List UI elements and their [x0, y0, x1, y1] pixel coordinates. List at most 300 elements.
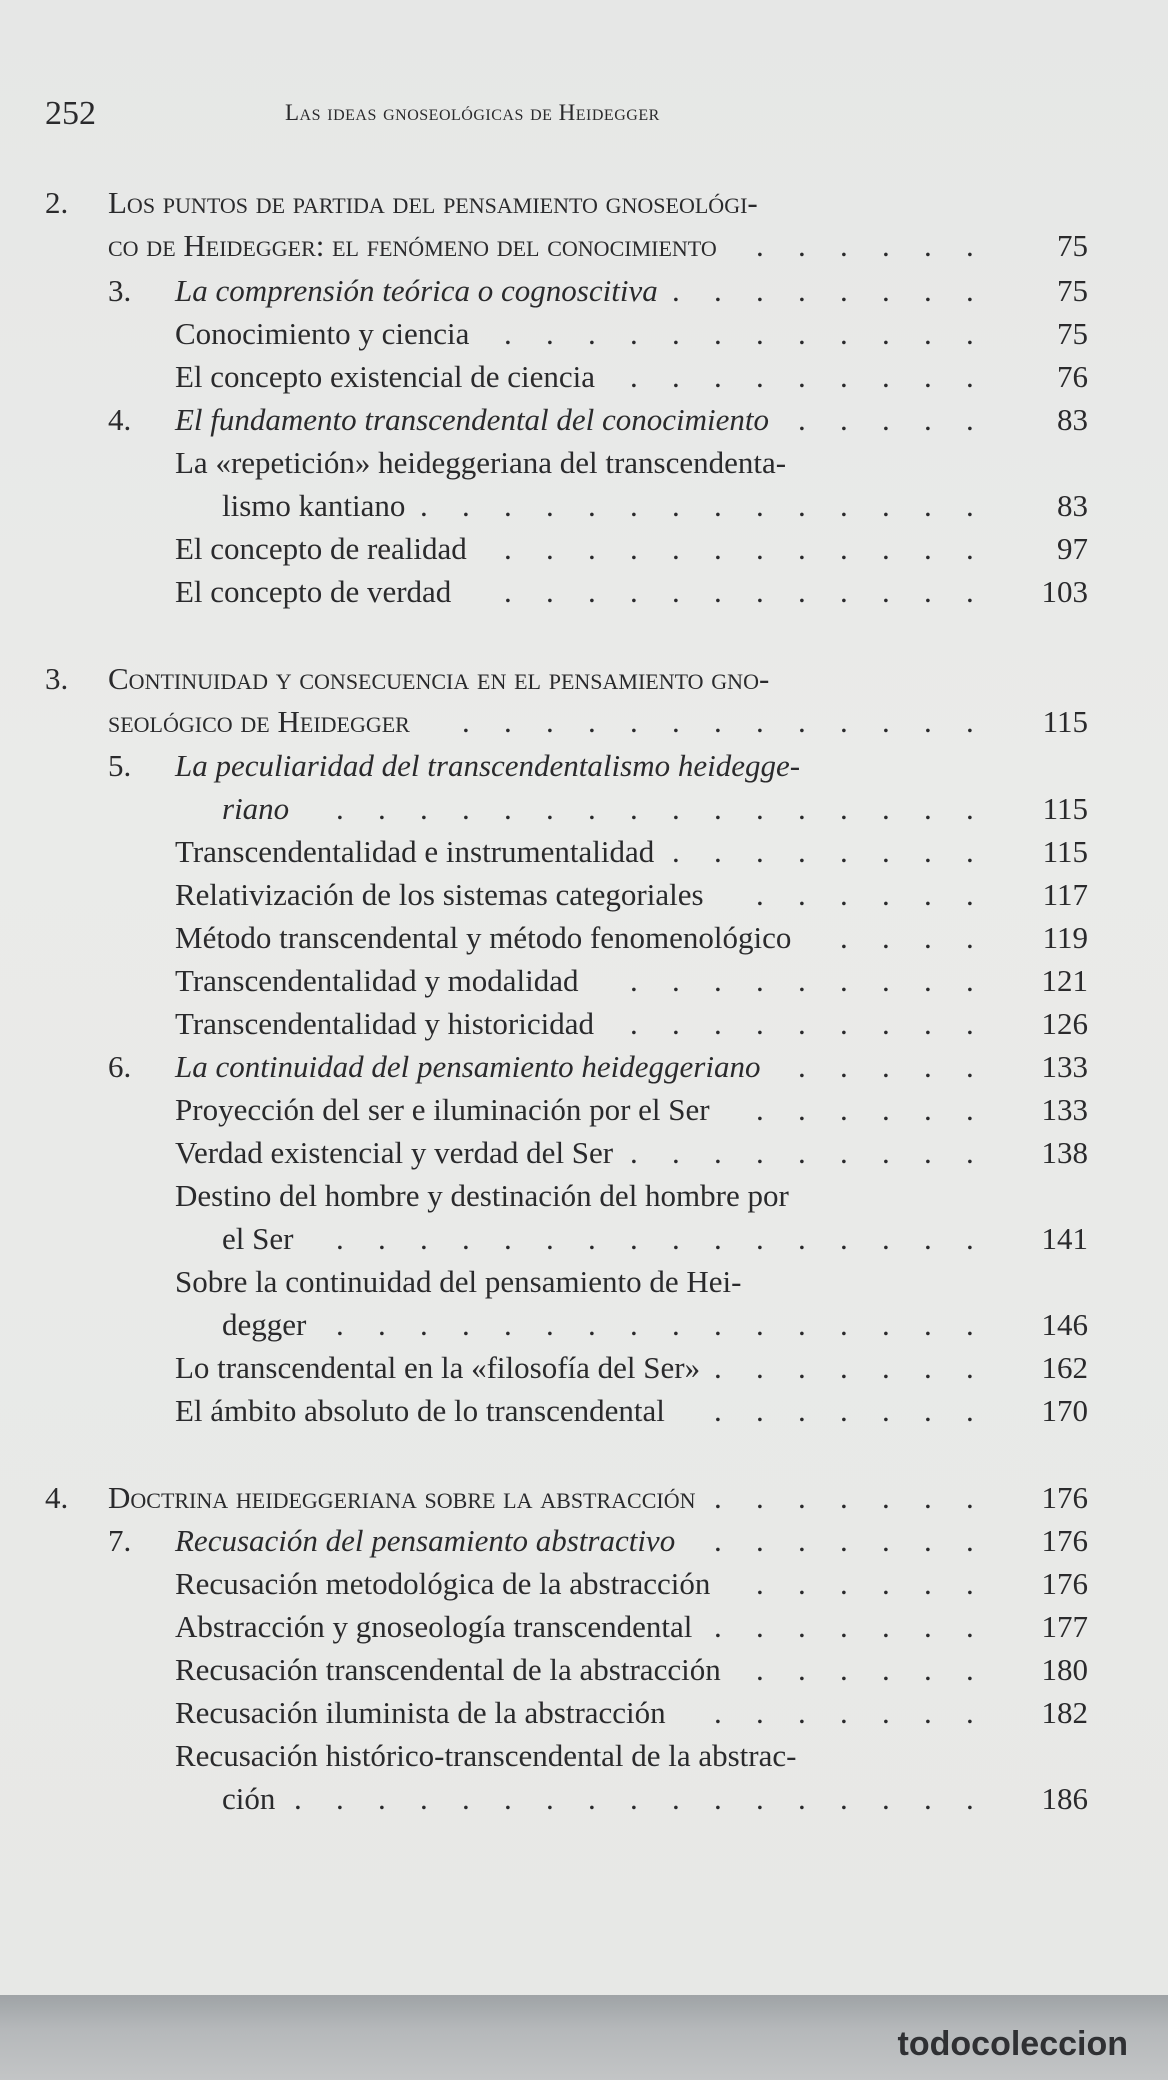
leader-dot: . — [588, 488, 596, 523]
leader-dot: . — [714, 1393, 722, 1428]
leader-dot: . — [882, 1307, 890, 1342]
toc-entry-number: 4. — [108, 402, 132, 437]
leader-dot: . — [798, 1092, 806, 1127]
leader-dot: . — [966, 574, 974, 609]
leader-dot: . — [672, 1781, 680, 1816]
leader-dot: . — [966, 359, 974, 394]
toc-line — [0, 701, 1088, 743]
leader-dot: . — [546, 1781, 554, 1816]
leader-dot: . — [798, 488, 806, 523]
toc-entry-title: El concepto de realidad — [175, 531, 467, 566]
leader-dot: . — [462, 1307, 470, 1342]
leader-dot: . — [924, 1135, 932, 1170]
leader-dot: . — [924, 488, 932, 523]
leader-dot: . — [714, 1006, 722, 1041]
toc-entry-title: co de Heidegger: el fenómeno del conocimiento — [108, 228, 717, 263]
leader-dot: . — [378, 1307, 386, 1342]
leader-dot: . — [420, 1307, 428, 1342]
toc-entry-title: Recusación metodológica de la abstracción — [175, 1566, 711, 1601]
leader-dot: . — [630, 531, 638, 566]
leader-dot: . — [798, 359, 806, 394]
leader-dot: . — [840, 1221, 848, 1256]
leader-dot: . — [966, 1393, 974, 1428]
leader-dot: . — [672, 791, 680, 826]
leader-dot: . — [588, 1221, 596, 1256]
leader-dot: . — [966, 834, 974, 869]
toc-line — [0, 1261, 1088, 1303]
leader-dot: . — [798, 1221, 806, 1256]
leader-dot: . — [840, 228, 848, 263]
toc-page-number: 176 — [1041, 1523, 1088, 1558]
leader-dot: . — [882, 531, 890, 566]
leader-dot: . — [672, 1135, 680, 1170]
leader-dot: . — [756, 1523, 764, 1558]
leader-dot: . — [924, 359, 932, 394]
leader-dot: . — [672, 1006, 680, 1041]
leader-dot: . — [714, 1307, 722, 1342]
leader-dot: . — [966, 1221, 974, 1256]
leader-dot: . — [840, 1652, 848, 1687]
toc-page-number: 115 — [1042, 834, 1088, 869]
leader-dot: . — [798, 1480, 806, 1515]
toc-entry-title: ción — [222, 1781, 276, 1816]
toc-entry-title: La «repetición» heideggeriana del transcendenta- — [175, 445, 787, 480]
leader-dot: . — [924, 1480, 932, 1515]
leader-dot: . — [714, 531, 722, 566]
leader-dot: . — [966, 531, 974, 566]
leader-dot: . — [798, 1566, 806, 1601]
leader-dot: . — [714, 1695, 722, 1730]
toc-entry-title: Relativización de los sistemas categoriales — [175, 877, 704, 912]
toc-line — [0, 571, 1088, 613]
leader-dot: . — [798, 1307, 806, 1342]
leader-dot: . — [840, 273, 848, 308]
toc-entry-number: 5. — [108, 748, 132, 783]
leader-dot: . — [756, 1566, 764, 1601]
toc-page-number: 117 — [1042, 877, 1088, 912]
leader-dot: . — [840, 1350, 848, 1385]
leader-dot: . — [798, 402, 806, 437]
leader-dot: . — [882, 1049, 890, 1084]
leader-dot: . — [924, 316, 932, 351]
toc-line — [0, 1520, 1088, 1562]
leader-dot: . — [630, 1221, 638, 1256]
toc-line — [0, 356, 1088, 398]
toc-line — [0, 788, 1088, 830]
leader-dot: . — [966, 963, 974, 998]
leader-dot: . — [924, 1307, 932, 1342]
leader-dot: . — [588, 791, 596, 826]
leader-dot: . — [672, 488, 680, 523]
leader-dot: . — [966, 1006, 974, 1041]
leader-dot: . — [882, 1135, 890, 1170]
leader-dot: . — [756, 1350, 764, 1385]
leader-dot: . — [630, 704, 638, 739]
leader-dot: . — [798, 1393, 806, 1428]
leader-dot: . — [546, 791, 554, 826]
leader-dot: . — [840, 402, 848, 437]
leader-dot: . — [756, 1006, 764, 1041]
toc-entry-title: El concepto de verdad — [175, 574, 452, 609]
leader-dot: . — [630, 1781, 638, 1816]
leader-dot: . — [840, 1049, 848, 1084]
leader-dot: . — [840, 1393, 848, 1428]
leader-dot: . — [882, 920, 890, 955]
leader-dot: . — [714, 963, 722, 998]
toc-page-number: 97 — [1057, 531, 1088, 566]
toc-page-number: 146 — [1041, 1307, 1088, 1342]
leader-dot: . — [504, 531, 512, 566]
toc-line — [0, 1089, 1088, 1131]
leader-dot: . — [756, 1393, 764, 1428]
leader-dot: . — [714, 359, 722, 394]
leader-dot: . — [924, 791, 932, 826]
leader-dot: . — [840, 920, 848, 955]
leader-dot: . — [798, 1609, 806, 1644]
toc-line — [0, 1606, 1088, 1648]
leader-dot: . — [798, 877, 806, 912]
toc-line — [0, 225, 1088, 267]
leader-dot: . — [378, 1781, 386, 1816]
leader-dot: . — [882, 1006, 890, 1041]
leader-dot: . — [714, 488, 722, 523]
toc-page-number: 75 — [1057, 316, 1088, 351]
leader-dot: . — [714, 1480, 722, 1515]
leader-dot: . — [714, 834, 722, 869]
toc-entry-number: 2. — [45, 185, 69, 220]
leader-dot: . — [546, 316, 554, 351]
toc-line — [0, 960, 1088, 1002]
leader-dot: . — [588, 1307, 596, 1342]
leader-dot: . — [630, 1307, 638, 1342]
leader-dot: . — [672, 1221, 680, 1256]
leader-dot: . — [882, 1350, 890, 1385]
leader-dot: . — [924, 1006, 932, 1041]
leader-dot: . — [840, 1695, 848, 1730]
leader-dot: . — [756, 791, 764, 826]
leader-dot: . — [672, 704, 680, 739]
leader-dot: . — [924, 1781, 932, 1816]
leader-dot: . — [966, 1652, 974, 1687]
leader-dot: . — [924, 1221, 932, 1256]
leader-dot: . — [840, 1523, 848, 1558]
leader-dot: . — [588, 1781, 596, 1816]
leader-dot: . — [336, 791, 344, 826]
leader-dot: . — [420, 488, 428, 523]
leader-dot: . — [756, 704, 764, 739]
leader-dot: . — [504, 574, 512, 609]
leader-dot: . — [882, 834, 890, 869]
leader-dot: . — [756, 488, 764, 523]
leader-dot: . — [546, 1221, 554, 1256]
leader-dot: . — [924, 877, 932, 912]
leader-dot: . — [336, 1307, 344, 1342]
leader-dot: . — [966, 402, 974, 437]
leader-dot: . — [714, 273, 722, 308]
leader-dot: . — [924, 1393, 932, 1428]
toc-entry-title: Sobre la continuidad del pensamiento de Hei- — [175, 1264, 742, 1299]
leader-dot: . — [924, 1049, 932, 1084]
leader-dot: . — [504, 704, 512, 739]
leader-dot: . — [756, 963, 764, 998]
leader-dot: . — [630, 1006, 638, 1041]
running-title: Las ideas gnoseológicas de Heidegger — [285, 100, 660, 125]
toc-line — [0, 1649, 1088, 1691]
leader-dot: . — [714, 1135, 722, 1170]
leader-dot: . — [840, 791, 848, 826]
toc-line — [0, 1692, 1088, 1734]
leader-dot: . — [546, 488, 554, 523]
leader-dot: . — [840, 531, 848, 566]
leader-dot: . — [882, 316, 890, 351]
leader-dot: . — [378, 791, 386, 826]
toc-entry-title: Recusación iluminista de la abstracción — [175, 1695, 666, 1730]
toc-line — [0, 485, 1088, 527]
toc-entry-number: 7. — [108, 1523, 132, 1558]
leader-dot: . — [840, 359, 848, 394]
leader-dot: . — [630, 791, 638, 826]
leader-dot: . — [420, 791, 428, 826]
leader-dot: . — [882, 1609, 890, 1644]
toc-line — [0, 874, 1088, 916]
leader-dot: . — [756, 273, 764, 308]
toc-page-number: 119 — [1042, 920, 1088, 955]
toc-line — [0, 1046, 1088, 1088]
leader-dot: . — [672, 531, 680, 566]
toc-entry-title: Método transcendental y método fenomenológico — [175, 920, 792, 955]
leader-dot: . — [882, 877, 890, 912]
leader-dot: . — [588, 574, 596, 609]
leader-dot: . — [924, 531, 932, 566]
leader-dot: . — [672, 1307, 680, 1342]
leader-dot: . — [966, 1566, 974, 1601]
leader-dot: . — [882, 488, 890, 523]
leader-dot: . — [630, 963, 638, 998]
leader-dot: . — [798, 1652, 806, 1687]
toc-page-number: 186 — [1041, 1781, 1088, 1816]
leader-dot: . — [966, 1781, 974, 1816]
leader-dot: . — [714, 1523, 722, 1558]
leader-dot: . — [714, 1781, 722, 1816]
leader-dot: . — [462, 1221, 470, 1256]
leader-dot: . — [840, 1307, 848, 1342]
toc-line — [0, 1347, 1088, 1389]
page-header — [0, 95, 1168, 135]
leader-dot: . — [840, 834, 848, 869]
leader-dot: . — [462, 704, 470, 739]
leader-dot: . — [924, 834, 932, 869]
toc-page-number: 126 — [1041, 1006, 1088, 1041]
leader-dot: . — [966, 704, 974, 739]
leader-dot: . — [840, 1006, 848, 1041]
toc-page-number: 76 — [1057, 359, 1088, 394]
leader-dot: . — [756, 1092, 764, 1127]
toc-line — [0, 1003, 1088, 1045]
leader-dot: . — [798, 1135, 806, 1170]
toc-page-number: 115 — [1042, 704, 1088, 739]
leader-dot: . — [798, 1049, 806, 1084]
leader-dot: . — [966, 1049, 974, 1084]
leader-dot: . — [924, 1609, 932, 1644]
leader-dot: . — [882, 273, 890, 308]
leader-dot: . — [966, 1135, 974, 1170]
toc-entry-title: Doctrina heideggeriana sobre la abstracción — [108, 1480, 696, 1515]
leader-dot: . — [798, 963, 806, 998]
toc-entry-title: Destino del hombre y destinación del hombre por — [175, 1178, 789, 1213]
toc-entry-title: Transcendentalidad y historicidad — [175, 1006, 594, 1041]
leader-dot: . — [294, 1781, 302, 1816]
leader-dot: . — [840, 963, 848, 998]
toc-page-number: 75 — [1057, 273, 1088, 308]
leader-dot: . — [798, 1781, 806, 1816]
leader-dot: . — [882, 1221, 890, 1256]
leader-dot: . — [798, 574, 806, 609]
leader-dot: . — [756, 1221, 764, 1256]
leader-dot: . — [630, 488, 638, 523]
leader-dot: . — [798, 273, 806, 308]
leader-dot: . — [336, 1221, 344, 1256]
toc-line — [0, 1390, 1088, 1432]
leader-dot: . — [630, 359, 638, 394]
toc-page-number: 182 — [1041, 1695, 1088, 1730]
leader-dot: . — [756, 316, 764, 351]
toc-entry-title: lismo kantiano — [222, 488, 406, 523]
toc-entry-title: Verdad existencial y verdad del Ser — [175, 1135, 614, 1170]
leader-dot: . — [882, 1652, 890, 1687]
toc-page-number: 75 — [1057, 228, 1088, 263]
leader-dot: . — [798, 1695, 806, 1730]
leader-dot: . — [714, 704, 722, 739]
toc-page-number: 103 — [1041, 574, 1088, 609]
leader-dot: . — [756, 359, 764, 394]
leader-dot: . — [966, 1480, 974, 1515]
leader-dot: . — [924, 963, 932, 998]
leader-dot: . — [546, 531, 554, 566]
leader-dot: . — [462, 488, 470, 523]
leader-dot: . — [714, 316, 722, 351]
leader-dot: . — [966, 1523, 974, 1558]
leader-dot: . — [882, 1092, 890, 1127]
leader-dot: . — [504, 1221, 512, 1256]
leader-dot: . — [882, 228, 890, 263]
leader-dot: . — [756, 228, 764, 263]
leader-dot: . — [966, 1695, 974, 1730]
leader-dot: . — [756, 1695, 764, 1730]
leader-dot: . — [840, 488, 848, 523]
leader-dot: . — [840, 1781, 848, 1816]
toc-line — [0, 313, 1088, 355]
toc-entry-number: 3. — [45, 661, 69, 696]
leader-dot: . — [966, 1350, 974, 1385]
leader-dot: . — [714, 574, 722, 609]
leader-dot: . — [588, 531, 596, 566]
leader-dot: . — [924, 1350, 932, 1385]
leader-dot: . — [756, 1480, 764, 1515]
leader-dot: . — [630, 1135, 638, 1170]
leader-dot: . — [504, 1781, 512, 1816]
leader-dot: . — [840, 704, 848, 739]
toc-entry-title: Conocimiento y ciencia — [175, 316, 470, 351]
toc-page-number: 133 — [1041, 1049, 1088, 1084]
leader-dot: . — [756, 834, 764, 869]
leader-dot: . — [756, 531, 764, 566]
toc-entry-title: La comprensión teórica o cognoscitiva — [175, 273, 658, 308]
toc-line — [0, 399, 1088, 441]
watermark-logo: todocoleccion — [897, 2025, 1128, 2063]
leader-dot: . — [504, 1307, 512, 1342]
leader-dot: . — [924, 1523, 932, 1558]
toc-entry-title: Recusación transcendental de la abstracción — [175, 1652, 721, 1687]
leader-dot: . — [588, 316, 596, 351]
leader-dot: . — [672, 316, 680, 351]
leader-dot: . — [546, 574, 554, 609]
leader-dot: . — [966, 273, 974, 308]
leader-dot: . — [882, 1523, 890, 1558]
toc-page-number: 176 — [1041, 1566, 1088, 1601]
toc-line — [0, 442, 1088, 484]
leader-dot: . — [420, 1781, 428, 1816]
toc-line — [0, 745, 1088, 787]
toc-line — [0, 1778, 1088, 1820]
toc-line — [0, 658, 1088, 700]
toc-line — [0, 1563, 1088, 1605]
toc-entry-title: riano — [222, 791, 290, 826]
toc-line — [0, 917, 1088, 959]
leader-dot: . — [756, 1781, 764, 1816]
leader-dot: . — [462, 1781, 470, 1816]
leader-dot: . — [882, 704, 890, 739]
toc-entry-number: 4. — [45, 1480, 69, 1515]
toc-entry-title: seológico de Heidegger — [108, 704, 410, 739]
leader-dot: . — [882, 791, 890, 826]
leader-dot: . — [798, 1006, 806, 1041]
leader-dot: . — [672, 359, 680, 394]
toc-entry-title: Recusación histórico-transcendental de la abstrac- — [175, 1738, 797, 1773]
leader-dot: . — [504, 791, 512, 826]
leader-dot: . — [966, 791, 974, 826]
toc-entry-number: 3. — [108, 273, 132, 308]
leader-dot: . — [798, 834, 806, 869]
toc-line — [0, 270, 1088, 312]
toc-entry-title: La continuidad del pensamiento heideggeriano — [175, 1049, 761, 1084]
leader-dot: . — [840, 1480, 848, 1515]
toc-entry-title: degger — [222, 1307, 307, 1342]
toc-entry-title: Los puntos de partida del pensamiento gnoseológi- — [108, 185, 758, 220]
toc-line — [0, 182, 1088, 224]
leader-dot: . — [798, 228, 806, 263]
leader-dot: . — [924, 273, 932, 308]
toc-line — [0, 1175, 1088, 1217]
leader-dot: . — [924, 228, 932, 263]
toc-line — [0, 1477, 1088, 1519]
leader-dot: . — [924, 704, 932, 739]
leader-dot: . — [882, 1480, 890, 1515]
leader-dot: . — [840, 574, 848, 609]
toc-entry-title: El fundamento transcendental del conocimiento — [175, 402, 770, 437]
leader-dot: . — [882, 963, 890, 998]
leader-dot: . — [966, 1609, 974, 1644]
leader-dot: . — [966, 877, 974, 912]
toc-page-number: 141 — [1041, 1221, 1088, 1256]
leader-dot: . — [924, 1695, 932, 1730]
leader-dot: . — [420, 1221, 428, 1256]
toc-page-number: 83 — [1057, 488, 1088, 523]
leader-dot: . — [966, 488, 974, 523]
leader-dot: . — [798, 791, 806, 826]
leader-dot: . — [798, 1523, 806, 1558]
leader-dot: . — [882, 574, 890, 609]
toc-entry-title: Abstracción y gnoseología transcendental — [175, 1609, 693, 1644]
